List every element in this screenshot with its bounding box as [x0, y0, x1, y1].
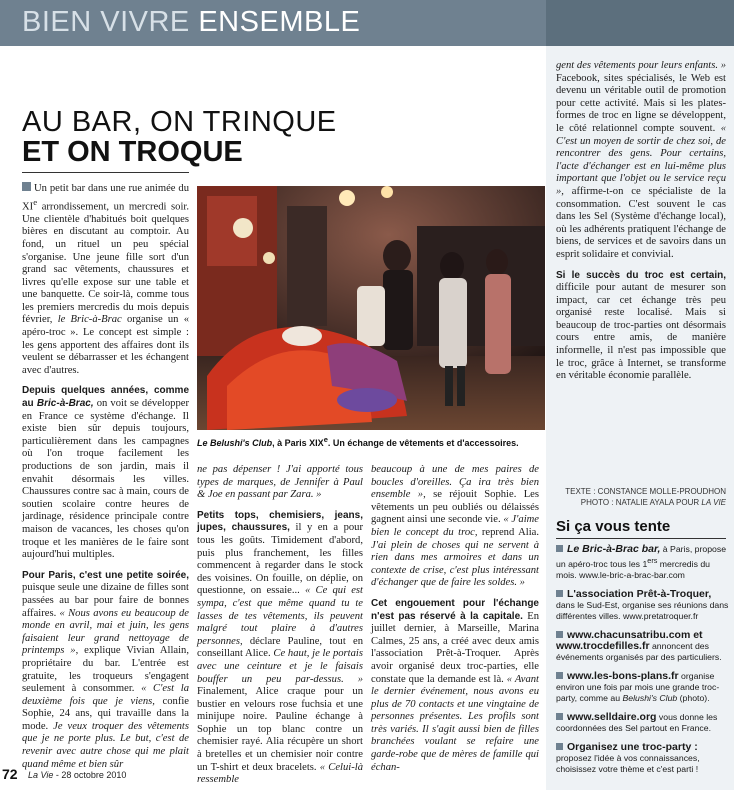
- article-photo: [197, 186, 545, 430]
- paragraph-3: Pour Paris, c'est une petite soirée, puisque seule une dizaine de filles sont passées au bar pour faire de bonnes affaires. « Nous avons eu beaucoup de monde en avril, mai et juin, les gens faisaient leur grand nettoyage de printemps », explique Vivian Allain, propriétaire du bar. L'entrée est gratuite, les troqueurs s'engagent seulement à consommer. « C'est la deuxième fois que je viens, confie Sophie, 24 ans, qui travaille dans la mode. Je veux troquer des vêtements que je ne porte plus. Le but, c'est de revenir avec autre chose qui me plait quand même et bien sûr: [22, 569, 189, 770]
- article-credits: [556, 486, 726, 508]
- sidebar-list: [556, 544, 731, 783]
- article-column-3: [371, 464, 540, 773]
- sidebar-rule: [556, 538, 726, 539]
- bullet-square-icon: [556, 631, 563, 638]
- headline-line-1: AU BAR, ON TRINQUE: [22, 106, 337, 138]
- article-column-2: [197, 464, 364, 786]
- paragraph-4: ne pas dépenser ! J'ai apporté tous types de marques, de Jennifer à Paul & Joe en passant par Zara. »: [197, 464, 363, 501]
- section-title: [22, 6, 360, 39]
- paragraph-intro: Un petit bar dans une rue animée du XIe arrondissement, un mercredi soir. Une clientèle d'habitués boit quelques bières en discutant au comptoir. Au fond, un rituel un peu spécial s'organise. Une jeune fille sort d'un grand sac vêtements, chaussures et livres qu'elle expose sur une table et une banquette. Ce soir-là, comme tous les premiers mercredis du mois depuis février, le Bric-à-Brac organise un « apéro-troc ». Le concept est simple : les gens apportent des affaires dont ils veulent se débarrasser et les échangent avec d'autres.: [22, 183, 189, 376]
- paragraph-8: gent des vêtements pour leurs enfants. » Facebook, sites spécialisés, le Web est devenu un véritable outil de promotion pour cette activité. Mais si les plates-formes de troc en ligne se développent, le côté relationnel compte souvent. « C'est un moyen de sortir de chez soi, de rencontrer des gens. Pour certains, l'acte d'échanger est en lui-même plus important que l'objet ou le service reçu », affirme-t-on ce spécialiste de la consommation. C'est souvent le cas dans les Sel (Système d'échange local), où les adhérents pratiquent l'échange de biens, de services et de savoirs dans un esprit solidaire et convivial.: [556, 60, 726, 260]
- page-number: 72: [2, 766, 18, 782]
- article-column-1: [22, 182, 189, 770]
- section-title-thin: BIEN VIVRE: [22, 6, 190, 38]
- list-item: Organisez une troc-party : proposez l'idée à vos connaissances, choisissez votre thème et c'est parti !: [556, 740, 700, 774]
- list-item: www.les-bons-plans.fr organise environ une fois par mois une grande troc-party, comme au Belushi's Club (photo).: [556, 669, 720, 703]
- paragraph-7: Cet engouement pour l'échange n'est pas réservé à la capitale. En juillet dernier, à Marseille, Marina Calmes, 25 ans, a créé avec deux amis l'association Prêt-à-Troquer. Après avoir organisé deux troc-parties, elle constate que la demande est là. « Avant le dernier événement, nous avons eu plus de 70 contacts et une vingtaine de personnes présentes. Les profils sont très variés. Il s'agit aussi bien de filles branchées voulant se refaire une garde-robe que de mères de famille qui échan-: [371, 597, 540, 773]
- paragraph-5: Petits tops, chemisiers, jeans, jupes, chaussures, il y en a pour tous les goûts. Timidement d'abord, puis plus franchement, les filles commencent à regarder dans le stock des voisines. On fouille, on déplie, on questionne, on essaie... « Ce qui est sympa, c'est que même quand tu te lasses de tes vêtements, ils peuvent malgré tout plaire à d'autres personnes, déclare Pauline, tout en conseillant Alice. Ce haut, je le portais avec une ceinture et je le faisais bouffer un peu par-dessus. » Finalement, Alice craque pour un bustier en velours rose fuchsia et une minijupe noire. Pauline échange à Sophie un top blanc contre un chemisier rayé. Alia récupère un short à bretelles et un chemisier noir contre un T-shirt et deux bracelets. « Celui-là ressemble: [197, 509, 364, 786]
- article-column-4: [556, 60, 726, 482]
- section-header-band-right: [546, 0, 734, 46]
- paragraph-6: beaucoup à une de mes paires de boucles d'oreilles. Ça ira très bien ensemble », se réjouit Sophie. Les vêtements un peu oubliés ou délaissés gagnent ainsi une seconde vie. « J'aime bien le concept du troc, reprend Alia. J'ai plein de choses qui ne servent à rien dans mes armoires et dans un contexte de crise, c'est plus intéressant d'échanger que de faire les soldes. »: [371, 464, 539, 589]
- bullet-square-icon: [556, 590, 563, 597]
- sidebar-title: Si ça vous tente: [556, 518, 671, 535]
- list-item: www.selldaire.org vous donne les coordonnées des Sel partout en France.: [556, 710, 718, 733]
- paragraph-2: Depuis quelques années, comme au Bric-à-Brac, on voit se développer en France ce système d'échange. Il existe bien sûr depuis toujours, particulièrement dans les campagnes où l'on troque facilement les productions de son jardin, mais il envahit désormais les villes. Chaussures contre sac à main, cours de soutien scolaire contre heures de jardinage, résidence principale contre maison de vacances, les choses qu'on troque et les manières de le faire sont aujourd'hui multiples.: [22, 385, 189, 561]
- dropcap-square-icon: [22, 182, 31, 191]
- bullet-square-icon: [556, 743, 563, 750]
- bullet-square-icon: [556, 545, 563, 552]
- bar-scene-illustration: [197, 186, 545, 430]
- list-item: Le Bric-à-Brac bar, à Paris, propose un apéro-troc tous les 1ers mercredis du mois. www.le-bric-a-brac-bar.com: [556, 543, 727, 580]
- bullet-square-icon: [556, 672, 563, 679]
- bullet-square-icon: [556, 713, 563, 720]
- headline-line-2: ET ON TROQUE: [22, 136, 243, 168]
- paragraph-9: Si le succès du troc est certain, difficile pour autant de mesurer son impact, car cet échange très peu organisé reste localisé. Mais si beaucoup de troc-parties ont désormais cours entre amis, de manière informelle, il n'est pas impossible que le troc, grâce à Internet, se transforme en véritable économie parallèle.: [556, 269, 726, 382]
- list-item: www.chacunsatribu.com et www.trocdefilles.fr annoncent des événements organisés par des particuliers.: [556, 628, 722, 662]
- list-item: L'association Prêt-à-Troquer, dans le Sud-Est, organise ses réunions dans différentes villes. www.pretatroquer.fr: [556, 587, 729, 621]
- headline-rule: [22, 172, 189, 173]
- section-title-bold: ENSEMBLE: [198, 6, 361, 38]
- photo-credit: PHOTO : NATALIE AYALA POUR LA VIE: [580, 498, 726, 507]
- photo-caption: Le Belushi's Club, à Paris XIXe. Un échange de vêtements et d'accessoires.: [197, 435, 519, 448]
- publication-line: La Vie - 28 octobre 2010: [28, 770, 127, 780]
- text-credit: TEXTE : CONSTANCE MOLLE-PROUDHON: [565, 487, 726, 496]
